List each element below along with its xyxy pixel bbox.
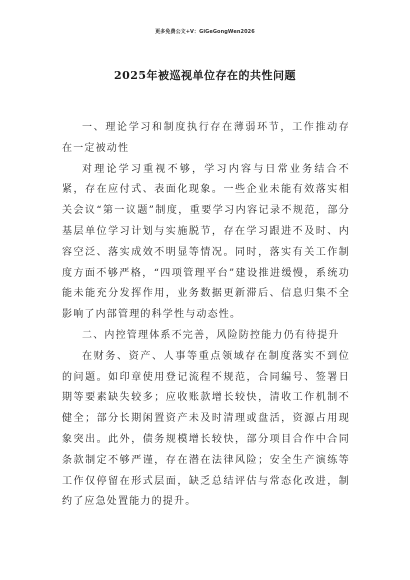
body-paragraph-1: 对理论学习重视不够，学习内容与日常业务结合不紧，存在应付式、表面化现象。一些企业未能有效落实相关会议“第一议题”制度，重要学习内容记录不规范，部分基层单位学习计划与实施脱节，存在学习跟进不及时、内容空泛、落实成效不明显等情况。同时，落实有关工作制度方面不够严格，“四项管理平台”建设推进缓慢，系统功能未能充分发挥作用，业务数据更新滞后、信息归集不全影响了内部管理的科学性与动态性。	[62, 163, 350, 321]
document-body	[62, 118, 350, 513]
section-heading-2: 二、内控管理体系不完善，风险防控能力仍有待提升	[82, 329, 340, 341]
body-paragraph-2: 在财务、资产、人事等重点领域存在制度落实不到位的问题。如印章使用登记流程不规范，合同编号、签署日期等要素缺失较多；应收账款增长较快，清收工作机制不健全；部分长期闲置资产未及时清理或盘活，资源占用现象突出。此外，债务规模增长较快，部分项目合作中合同条款制定不够严谨，存在潜在法律风险；安全生产演练等工作仅停留在形式层面，缺乏总结评估与常态化改进，制约了应急处置能力的提升。	[62, 350, 350, 508]
document-title: 2025年被巡视单位存在的共性问题	[113, 69, 297, 82]
header-note: 更多免费公文+V：GiGeGongWen2026	[155, 29, 255, 35]
section-heading-1: 一、理论学习和制度执行存在薄弱环节，工作推动存在一定被动性	[62, 122, 350, 154]
